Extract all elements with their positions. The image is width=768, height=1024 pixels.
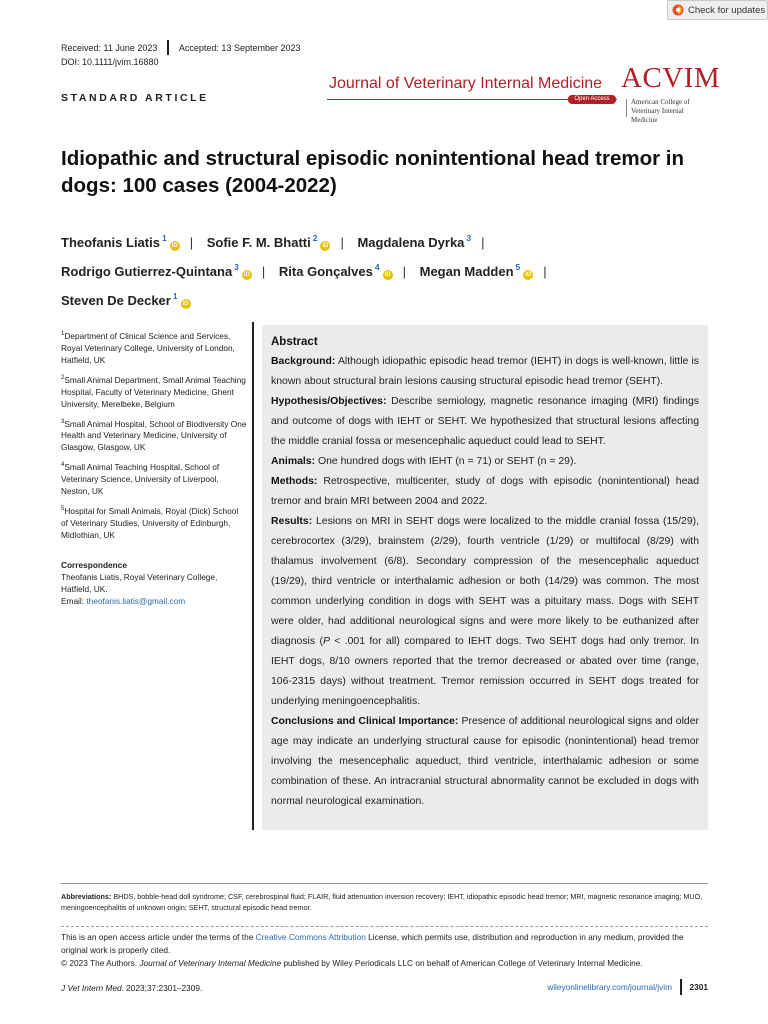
- author-separator: |: [543, 264, 547, 279]
- abstract-methods: Methods: Retrospective, multicenter, study of dogs with episodic (nonintentional) head tremor and brain MRI between 2004 and 2022.: [271, 476, 700, 507]
- acvim-logo: ACVIM: [621, 62, 721, 94]
- author[interactable]: [420, 264, 534, 279]
- acvim-subtitle-line1: American College of: [631, 98, 690, 106]
- author-name: Rita Gonçalves: [278, 264, 373, 279]
- correspondence-heading: Correspondence: [61, 559, 127, 570]
- page-number: 2301: [689, 982, 708, 992]
- author-name: Sofie F. M. Bhatti: [206, 235, 311, 250]
- acvim-subtitle: [631, 98, 711, 125]
- affiliation-ref[interactable]: 1: [172, 291, 178, 301]
- abstract-hypothesis: Hypothesis/Objectives: Describe semiology, magnetic resonance imaging (MRI) findings and outcome of dogs with IEHT or SEHT. We hypothesized that structural lesions affecting the middle cranial fossa or mesencephalic aqueduct could lead to SEHT.: [271, 396, 699, 447]
- author-list: [61, 226, 711, 313]
- orcid-icon[interactable]: iD: [322, 243, 329, 249]
- logo-divider: [626, 99, 627, 117]
- orcid-icon[interactable]: iD: [171, 243, 178, 249]
- author[interactable]: [61, 293, 191, 308]
- affiliation: $^3$Small Animal Hospital, School of Biodiversity One Health and Veterinary Medicine, University of Glasgow, Glasgow, UK: [61, 418, 247, 453]
- author[interactable]: [61, 235, 180, 250]
- abstract-heading: Abstract: [271, 336, 318, 348]
- open-access-badge: Open Access: [568, 95, 616, 104]
- author[interactable]: [279, 264, 393, 279]
- article-type: STANDARD ARTICLE: [61, 92, 209, 104]
- author[interactable]: [61, 264, 252, 279]
- affiliation: $^4$Small Animal Teaching Hospital, School of Veterinary Science, University of Liverpool, Neston, UK: [61, 462, 220, 497]
- author-name: Megan Madden: [419, 264, 514, 279]
- abstract-conclusions: Conclusions and Clinical Importance: Presence of additional neurological signs and older age may indicate an underlying structural cause for episodic (nonintentional) head tremor involving the mesencephalic aqueduct, third ventricle, interthalamic adhesion or some combination of these. An intracranial structural abnormality cannot be excluded in dogs with normal neurological examination.: [271, 716, 699, 807]
- footer-separator: [680, 979, 682, 995]
- email-link[interactable]: theofanis.liatis@gmail.com: [86, 595, 186, 606]
- author-separator: |: [261, 264, 266, 279]
- correspondence-email: Email: theofanis.liatis@gmail.com: [61, 595, 186, 606]
- author-separator: |: [189, 235, 194, 250]
- doi[interactable]: DOI: 10.1111/jvim.16880: [61, 57, 159, 67]
- abbreviations: Abbreviations: BHDS, bobble-head doll syndrome; CSF, cerebrospinal fluid; FLAIR, fluid attenuation inversion recovery; IEHT, idiopathic episodic head tremor; MRI, magnetic resonance imaging; MUO, meningoencephalitis of unknown origin; SEHT, structural episodic head tremor.: [61, 892, 703, 912]
- orcid-icon[interactable]: iD: [182, 301, 189, 307]
- check-updates-label: Check for updates: [688, 4, 766, 16]
- journal-name: Journal of Veterinary Internal Medicine: [329, 75, 603, 92]
- abstract-box: [262, 325, 708, 830]
- author-name: Steven De Decker: [61, 293, 171, 308]
- citation: J Vet Intern Med. 2023;37:2301–2309.: [61, 983, 203, 993]
- license-rule: [61, 926, 708, 927]
- affiliation-ref[interactable]: 4: [374, 262, 380, 272]
- journal-header: [327, 62, 721, 124]
- acvim-subtitle-line2: Veterinary Internal Medicine: [631, 107, 684, 124]
- affiliation: $^2$Small Animal Department, Small Animal Teaching Hospital, Faculty of Veterinary Medicine, Ghent University, Merelbeke, Belgium: [61, 374, 246, 409]
- affiliation-ref[interactable]: 5: [515, 262, 521, 272]
- author[interactable]: [207, 235, 331, 250]
- creative-commons-link[interactable]: Creative Commons Attribution: [255, 932, 366, 942]
- author-name: Theofanis Liatis: [61, 235, 160, 250]
- affiliations-column: [61, 328, 247, 607]
- check-updates-icon: [672, 4, 684, 16]
- orcid-icon[interactable]: iD: [525, 272, 532, 278]
- orcid-icon[interactable]: iD: [243, 272, 250, 278]
- submission-dates: [61, 40, 301, 55]
- author-separator: |: [481, 235, 485, 250]
- affiliation-ref[interactable]: 3: [234, 262, 239, 272]
- affiliation-ref[interactable]: 3: [466, 233, 472, 243]
- article-title: Idiopathic and structural episodic nonintentional head tremor in dogs: 100 cases (2004-2022): [61, 147, 685, 197]
- received-date: Received: 11 June 2023: [61, 42, 158, 53]
- journal-url-link[interactable]: wileyonlinelibrary.com/journal/jvim: [547, 982, 673, 992]
- license-line: This is an open access article under the terms of the Creative Commons Attribution License, which permits use, distribution and reproduction in any medium, provided the original work is properly cited.: [61, 932, 684, 955]
- abbreviations-rule: [61, 883, 708, 884]
- author[interactable]: [357, 235, 471, 250]
- affiliation-ref[interactable]: 2: [312, 233, 318, 243]
- license-notice: [61, 931, 708, 970]
- orcid-icon[interactable]: iD: [384, 272, 391, 278]
- affiliation: $^5$Hospital for Small Animals, Royal (Dick) School of Veterinary Studies, University of Edinburgh, Midlothian, UK: [61, 505, 239, 540]
- author-separator: |: [402, 264, 406, 279]
- correspondence-text: Theofanis Liatis, Royal Veterinary College, Hatfield, UK.: [61, 571, 218, 594]
- author-name: Magdalena Dyrka: [357, 235, 465, 250]
- check-for-updates-button[interactable]: [667, 0, 768, 20]
- author-separator: |: [340, 235, 344, 250]
- affiliation: $^1$Department of Clinical Science and Services, Royal Veterinary College, University of London, Hatfield, UK: [61, 330, 235, 365]
- abstract-background: Background: Although idiopathic episodic head tremor (IEHT) in dogs is well-known, little is known about structural brain lesions causing structural episodic head tremor (SEHT).: [271, 356, 699, 387]
- abstract-divider: [252, 322, 254, 830]
- date-separator: [167, 40, 169, 55]
- author-name: Rodrigo Gutierrez-Quintana: [61, 264, 233, 279]
- affiliation-ref[interactable]: 1: [161, 233, 167, 243]
- abstract-results: Results: Lesions on MRI in SEHT dogs were localized to the middle cranial fossa (15/29), cerebrocortex (3/29), brainstem (2/29), fourth ventricle (1/29) or multifocal (8/29) with thalamus involvement (6/8). Secondary compression of the mesencephalic aqueduct (19/29), third ventricle or interthalamic adhesion or both (14/29) was common. The most common underlying condition in dogs with SEHT was a pituitary mass. Dogs with SEHT were older, had additional neurological signs and were more likely to be euthanized after diagnosis (P < .001 for all) compared to IEHT dogs. Two SEHT dogs had only tremor. In IEHT dogs, 8/10 owners reported that the tremor decreased or abated over time (range, 106-2315 days) without treatment. Tremor remission occurred in SEHT dogs treated for underlying meningoencephalitis.: [271, 516, 699, 707]
- footer-right: [547, 979, 708, 995]
- abstract-animals: Animals: One hundred dogs with IEHT (n = 71) or SEHT (n = 29).: [271, 456, 577, 467]
- copyright-line: © 2023 The Authors. Journal of Veterinary Internal Medicine published by Wiley Periodicals LLC on behalf of American College of Veterinary Internal Medicine.: [61, 958, 643, 968]
- accepted-date: Accepted: 13 September 2023: [178, 42, 301, 53]
